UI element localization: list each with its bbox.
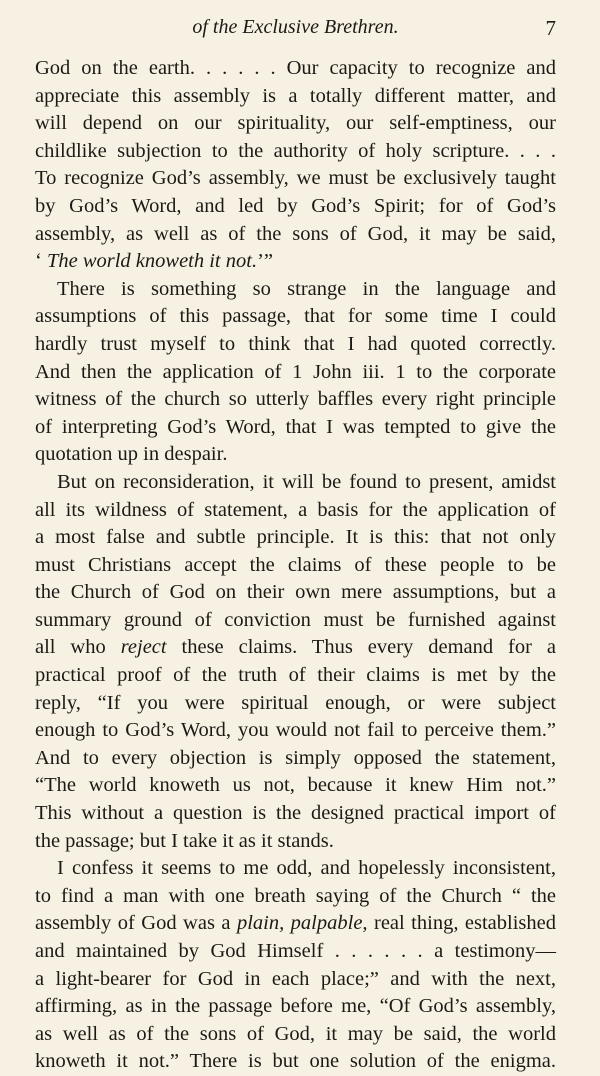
text-line	[35, 331, 556, 359]
text-segment: summary ground of conviction must be furnished against	[35, 608, 556, 631]
text-line	[35, 828, 556, 856]
text-line	[35, 634, 556, 662]
text-segment: as well as of the sons of God, it may be said, the world	[35, 1022, 556, 1045]
text-line	[35, 303, 556, 331]
text-line	[35, 55, 556, 83]
text-segment: This without a question is the designed practical import of	[35, 802, 556, 825]
text-segment: I confess it seems to me odd, and hopelessly inconsistent,	[57, 857, 556, 880]
text-line	[35, 386, 556, 414]
text-segment: of interpreting God’s Word, that I was tempted to give the	[35, 415, 556, 438]
text-line	[35, 1048, 556, 1076]
text-segment: assembly, as well as of the sons of God, it may be said,	[35, 222, 556, 245]
text-line	[35, 359, 556, 387]
text-segment: by God’s Word, and led by God’s Spirit; for of God’s	[35, 194, 556, 217]
text-line	[35, 276, 556, 304]
text-segment: childlike subjection to the authority of holy scripture. . . .	[35, 139, 556, 162]
text-segment: And to every objection is simply opposed the statement,	[35, 746, 556, 769]
text-segment: affirming, as in the passage before me, “Of God’s assembly,	[35, 995, 556, 1018]
text-line	[35, 110, 556, 138]
text-segment: a most false and subtle principle. It is this: that not only	[35, 526, 556, 549]
text-segment: to find a man with one breath saying of the Church “ the	[35, 884, 556, 907]
text-line	[35, 938, 556, 966]
text-segment: all who	[35, 636, 121, 659]
text-line	[35, 524, 556, 552]
text-segment: And then the application of 1 John iii. 1 to the corporate	[35, 360, 556, 383]
text-line	[35, 717, 556, 745]
text-line	[35, 607, 556, 635]
text-line	[35, 662, 556, 690]
text-segment: ’”	[257, 250, 274, 273]
text-segment: the passage; but I take it as it stands.	[35, 829, 334, 852]
italic-text: reject	[120, 636, 167, 659]
text-line	[35, 221, 556, 249]
text-line	[35, 800, 556, 828]
text-line	[35, 1021, 556, 1049]
text-segment: enough to God’s Word, you would not fail to perceive them.”	[35, 719, 556, 742]
text-line	[35, 993, 556, 1021]
text-segment: To recognize God’s assembly, we must be exclusively taught	[35, 167, 556, 190]
running-header	[35, 16, 556, 46]
text-line	[35, 883, 556, 911]
text-segment: and maintained by God Himself . . . . . . a testimony—	[35, 940, 556, 962]
text-segment: witness of the church so utterly baffles every right principle	[35, 388, 556, 411]
page-body-text	[35, 55, 556, 1076]
text-line	[35, 138, 556, 166]
text-segment: reply, “If you were spiritual enough, or were subject	[35, 691, 556, 714]
text-segment: real thing, established	[367, 912, 556, 935]
text-line	[35, 579, 556, 607]
text-segment: There is something so strange in the language and	[57, 277, 556, 300]
text-line	[35, 497, 556, 525]
text-segment: “The world knoweth us not, because it knew Him not.”	[35, 774, 556, 797]
text-segment: But on reconsideration, it will be found to present, amidst	[57, 470, 556, 493]
italic-text: The world knoweth it not.	[46, 250, 258, 273]
text-segment: assumptions of this passage, that for some time I could	[35, 305, 556, 328]
text-segment: quotation up in despair.	[35, 443, 228, 466]
page-number: 7	[545, 16, 556, 40]
text-line	[35, 966, 556, 994]
text-line	[35, 414, 556, 442]
text-line	[35, 248, 556, 276]
text-segment: ‘	[35, 250, 47, 273]
text-segment: will depend on our spirituality, our self-emptiness, our	[35, 112, 556, 135]
text-line	[35, 910, 556, 938]
text-line	[35, 690, 556, 718]
text-segment: the Church of God on their own mere assumptions, but a	[35, 581, 556, 604]
text-segment: must Christians accept the claims of these people to be	[35, 553, 556, 576]
text-segment: assembly of God was a	[35, 912, 237, 935]
text-line	[35, 855, 556, 883]
text-segment: God on the earth. . . . . . Our capacity to recognize and	[35, 57, 556, 79]
text-segment: hardly trust myself to think that I had quoted correctly.	[35, 332, 556, 355]
text-segment: these claims. Thus every demand for a	[166, 636, 557, 659]
text-line	[35, 83, 556, 111]
text-segment: knoweth it not.” There is but one solution of the enigma.	[35, 1050, 556, 1073]
text-line	[35, 745, 556, 773]
text-line	[35, 165, 556, 193]
text-segment: a light-bearer for God in each place;” and with the next,	[35, 967, 556, 990]
text-line	[35, 469, 556, 497]
text-segment: all its wildness of statement, a basis for the application of	[35, 498, 556, 521]
text-line	[35, 552, 556, 580]
text-line	[35, 193, 556, 221]
text-line	[35, 772, 556, 800]
running-title: of the Exclusive Brethren.	[192, 16, 399, 38]
text-segment: appreciate this assembly is a totally different matter, and	[35, 84, 556, 107]
text-line	[35, 441, 556, 469]
italic-text: plain, palpable,	[236, 912, 368, 935]
text-segment: practical proof of the truth of their claims is met by the	[35, 664, 556, 687]
